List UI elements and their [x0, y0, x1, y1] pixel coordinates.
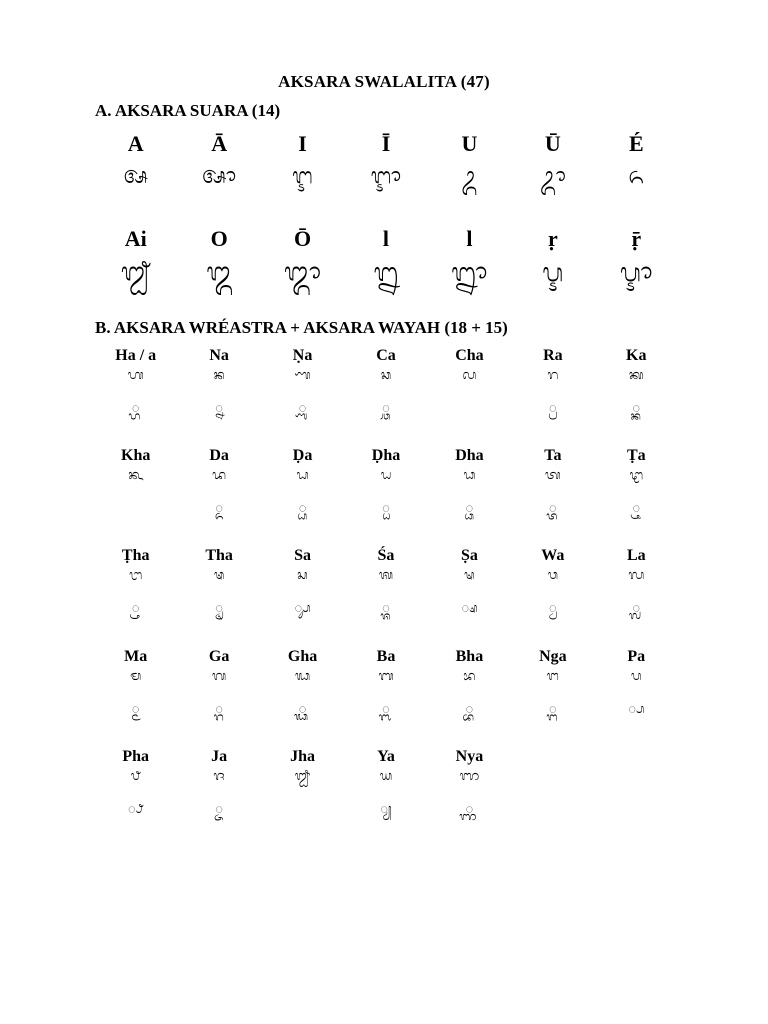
- balinese-glyph: ᬦ: [213, 367, 225, 382]
- latin-label: Ca: [376, 347, 396, 364]
- consonant-cell: [177, 447, 260, 542]
- latin-label: Ma: [124, 648, 148, 665]
- section-a-heading: A. AKSARA SUARA (14): [95, 101, 281, 120]
- gantungan-glyph: ◌᭄ᬤ: [215, 500, 223, 515]
- consonant-cell: [344, 447, 427, 542]
- balinese-glyph: ᬇ: [292, 163, 313, 188]
- balinese-glyph: ᬢ: [545, 467, 561, 482]
- latin-label: Ba: [376, 648, 396, 665]
- latin-label: É: [628, 131, 644, 156]
- consonant-cell: [261, 547, 344, 642]
- balinese-glyph: ᬜ: [459, 768, 480, 783]
- balinese-glyph: ᬙ: [462, 367, 477, 382]
- balinese-glyph: ᬕ: [212, 668, 227, 683]
- consonant-cell: [177, 547, 260, 642]
- latin-label: A: [127, 131, 144, 156]
- gantungan-glyph: ◌᭄ᬕ: [215, 701, 223, 716]
- vowel-cell: [511, 131, 594, 193]
- balinese-glyph: ᬲ: [297, 567, 308, 582]
- consonant-cell: [428, 547, 511, 642]
- consonant-cell: [511, 347, 594, 442]
- balinese-glyph: ᬱ: [464, 567, 475, 582]
- gantungan-glyph: ◌᭄ᬧ: [628, 701, 645, 716]
- balinese-glyph: ᬆ: [202, 163, 237, 188]
- consonant-cell: [344, 648, 427, 743]
- gantungan-glyph: ◌᭄ᬝ: [632, 500, 641, 515]
- latin-label: Na: [209, 347, 229, 364]
- vowel-cell: [428, 131, 511, 193]
- latin-label: Ga: [208, 648, 230, 665]
- balinese-glyph: ᬧ: [631, 668, 642, 683]
- balinese-glyph: ᬞ: [129, 567, 143, 582]
- balinese-glyph: ᬮ: [628, 567, 645, 582]
- gantungan-glyph: ◌᭄ᬣ: [215, 600, 223, 615]
- gantungan-glyph: [428, 399, 511, 417]
- gantungan-glyph: [94, 499, 177, 517]
- gantungan-glyph: ◌᭄ᬦ: [215, 400, 223, 415]
- latin-label: Ya: [377, 748, 395, 765]
- gantungan-glyph: ◌᭄ᬨ: [127, 801, 144, 816]
- consonant-cell: [595, 648, 678, 743]
- balinese-glyph: ᬚ: [213, 768, 225, 783]
- balinese-glyph: ᬩ: [378, 668, 394, 683]
- gantungan-glyph: ◌᭄ᬚ: [215, 801, 223, 816]
- consonant-cell: [177, 748, 260, 843]
- consonant-cell: [428, 347, 511, 442]
- gantungan-glyph: ◌᭄ᬜ: [465, 801, 474, 816]
- gantungan-glyph: ◌᭄ᬯ: [548, 600, 557, 615]
- consonant-row: [94, 447, 678, 542]
- gantungan-glyph: ◌᭄ᬠ: [382, 500, 390, 515]
- vowel-cell: [177, 131, 260, 193]
- gantungan-glyph: ◌᭄ᬖ: [298, 701, 307, 716]
- consonant-cell: [511, 447, 594, 542]
- balinese-glyph: ᬏ: [628, 163, 645, 188]
- vowel-cell: [261, 131, 344, 193]
- balinese-glyph: ᬬ: [379, 768, 393, 783]
- gantungan-glyph: ◌᭄ᬱ: [461, 600, 478, 615]
- page-title: AKSARA SWALALITA (47): [278, 72, 490, 91]
- consonant-cell: [428, 648, 511, 743]
- gantungan-glyph: ◌᭄ᬓ: [632, 400, 641, 415]
- consonant-cell: [94, 447, 177, 542]
- consonant-cell: [94, 748, 177, 843]
- consonant-cell: [595, 547, 678, 642]
- consonant-cell: [177, 648, 260, 743]
- balinese-glyph: ᬛ: [294, 768, 311, 783]
- vowel-row: [94, 226, 678, 294]
- balinese-glyph: ᬟ: [296, 467, 309, 482]
- latin-label: Jha: [290, 748, 316, 765]
- balinese-glyph: ᬰ: [378, 567, 394, 582]
- latin-label: Pa: [627, 648, 646, 665]
- consonant-cell: [428, 748, 511, 843]
- consonant-cell: [344, 547, 427, 642]
- consonant-cell: [511, 547, 594, 642]
- gantungan-glyph: ◌᭄ᬩ: [382, 701, 390, 716]
- consonant-cell: [94, 347, 177, 442]
- consonant-row: [94, 648, 678, 743]
- balinese-glyph: ᬭ: [547, 367, 559, 382]
- gantungan-glyph: ◌᭄ᬳ: [131, 400, 140, 415]
- vowel-cell: [94, 226, 177, 294]
- consonant-cell: [261, 347, 344, 442]
- latin-label: Bha: [455, 648, 484, 665]
- balinese-glyph: ᬫ: [130, 668, 142, 683]
- gantungan-glyph: ◌᭄ᬰ: [382, 600, 390, 615]
- consonant-cell: [94, 648, 177, 743]
- consonant-row: [94, 547, 678, 642]
- latin-label: Pha: [122, 748, 150, 765]
- latin-label: Wa: [541, 547, 565, 564]
- vowel-cell: [344, 131, 427, 193]
- vowel-cell: [511, 226, 594, 294]
- latin-label: Nga: [539, 648, 567, 665]
- latin-label: Ī: [381, 131, 391, 156]
- balinese-glyph: ᬔ: [128, 467, 144, 482]
- latin-label: Nya: [455, 748, 484, 765]
- gantungan-glyph: ◌᭄ᬟ: [298, 500, 307, 515]
- consonant-row: [94, 748, 678, 843]
- gantungan-glyph: ◌᭄ᬢ: [548, 500, 557, 515]
- consonant-cell: [344, 748, 427, 843]
- latin-label: Śa: [377, 547, 395, 564]
- balinese-glyph: ᬑ: [206, 258, 232, 287]
- balinese-glyph: ᬡ: [294, 367, 311, 382]
- consonant-cell: [511, 648, 594, 743]
- latin-label: Kha: [121, 447, 151, 464]
- vowel-cell: [595, 226, 678, 294]
- latin-label: Ja: [211, 748, 228, 765]
- balinese-glyph: ᬊ: [539, 163, 566, 188]
- latin-label: Ka: [626, 347, 647, 364]
- latin-label: ṛ: [547, 226, 558, 251]
- balinese-glyph: ᬐ: [120, 258, 151, 287]
- latin-label: Ṭa: [626, 447, 646, 464]
- balinese-glyph: ᬍ: [373, 258, 399, 287]
- latin-label: Dha: [455, 447, 484, 464]
- latin-label: Tha: [205, 547, 233, 564]
- gantungan-glyph: ◌᭄ᬘ: [382, 400, 390, 415]
- consonant-cell: [177, 347, 260, 442]
- vowel-cell: [261, 226, 344, 294]
- latin-label: Ṣa: [460, 547, 478, 564]
- latin-label: ṝ: [631, 226, 642, 251]
- consonant-cell: [428, 447, 511, 542]
- latin-label: Ai: [124, 226, 147, 251]
- consonant-cell: [261, 648, 344, 743]
- latin-label: Ha / a: [115, 347, 157, 364]
- balinese-glyph: ᬒ: [283, 258, 322, 287]
- latin-label: Ḍha: [371, 447, 401, 464]
- consonant-cell: [344, 347, 427, 442]
- latin-label: Ṭha: [121, 547, 150, 564]
- consonant-cell: [595, 347, 678, 442]
- consonant-cell: [261, 447, 344, 542]
- consonant-cell: [595, 447, 678, 542]
- balinese-glyph: ᬓ: [629, 367, 644, 382]
- gantungan-glyph: ◌᭄ᬬ: [380, 801, 392, 816]
- latin-label: La: [626, 547, 646, 564]
- latin-label: Ta: [544, 447, 562, 464]
- gantungan-glyph: ◌᭄ᬫ: [131, 701, 140, 716]
- vowel-cell: [428, 226, 511, 294]
- balinese-glyph: ᬈ: [370, 163, 402, 188]
- gantungan-glyph: ◌᭄ᬗ: [548, 701, 557, 716]
- balinese-glyph: ᬣ: [213, 567, 225, 582]
- balinese-glyph: ᬠ: [380, 467, 392, 482]
- balinese-glyph: ᬌ: [619, 258, 653, 287]
- balinese-glyph: ᬪ: [463, 668, 476, 683]
- balinese-glyph: ᬤ: [212, 467, 227, 482]
- balinese-glyph: ᬅ: [123, 163, 148, 188]
- vowel-cell: [595, 131, 678, 193]
- gantungan-glyph: ◌᭄ᬭ: [548, 400, 557, 415]
- gantungan-glyph: ◌᭄ᬡ: [298, 400, 307, 415]
- balinese-glyph: ᬯ: [547, 567, 558, 582]
- balinese-glyph: ᬋ: [542, 258, 564, 287]
- latin-label: O: [210, 226, 228, 251]
- balinese-glyph: ᬉ: [461, 163, 478, 188]
- vowel-row: [94, 131, 678, 193]
- balinese-glyph: ᬎ: [451, 258, 488, 287]
- gantungan-glyph: ◌᭄ᬞ: [131, 600, 140, 615]
- latin-label: Cha: [455, 347, 484, 364]
- balinese-glyph: ᬥ: [463, 467, 476, 482]
- vowel-cell: [177, 226, 260, 294]
- latin-label: U: [461, 131, 478, 156]
- vowel-cell: [94, 131, 177, 193]
- consonant-cell: [94, 547, 177, 642]
- consonant-cell: [261, 748, 344, 843]
- latin-label: Gha: [287, 648, 318, 665]
- gantungan-glyph: [261, 800, 344, 818]
- latin-label: l: [466, 226, 473, 251]
- latin-label: Ū: [544, 131, 561, 156]
- balinese-glyph: ᬘ: [380, 367, 392, 382]
- latin-label: Ō: [294, 226, 312, 251]
- gantungan-glyph: ◌᭄ᬥ: [465, 500, 474, 515]
- balinese-glyph: ᬗ: [546, 668, 559, 683]
- consonant-row: [94, 347, 678, 442]
- latin-label: Sa: [294, 547, 312, 564]
- balinese-glyph: ᬨ: [130, 768, 141, 783]
- latin-label: Ā: [211, 131, 228, 156]
- latin-label: Ṇa: [292, 347, 313, 364]
- balinese-glyph: ᬝ: [629, 467, 644, 482]
- gantungan-glyph: ◌᭄ᬲ: [294, 600, 311, 615]
- balinese-glyph: ᬳ: [127, 367, 144, 382]
- latin-label: Ra: [543, 347, 563, 364]
- vowel-cell: [344, 226, 427, 294]
- balinese-glyph: ᬖ: [294, 668, 311, 683]
- latin-label: I: [298, 131, 307, 156]
- latin-label: Ḍa: [292, 447, 313, 464]
- latin-label: l: [382, 226, 390, 251]
- gantungan-glyph: ◌᭄ᬪ: [465, 701, 474, 716]
- gantungan-glyph: ◌᭄ᬮ: [632, 600, 641, 615]
- latin-label: Da: [209, 447, 229, 464]
- section-b-heading: B. AKSARA WRÉASTRA + AKSARA WAYAH (18 + 15): [95, 318, 508, 337]
